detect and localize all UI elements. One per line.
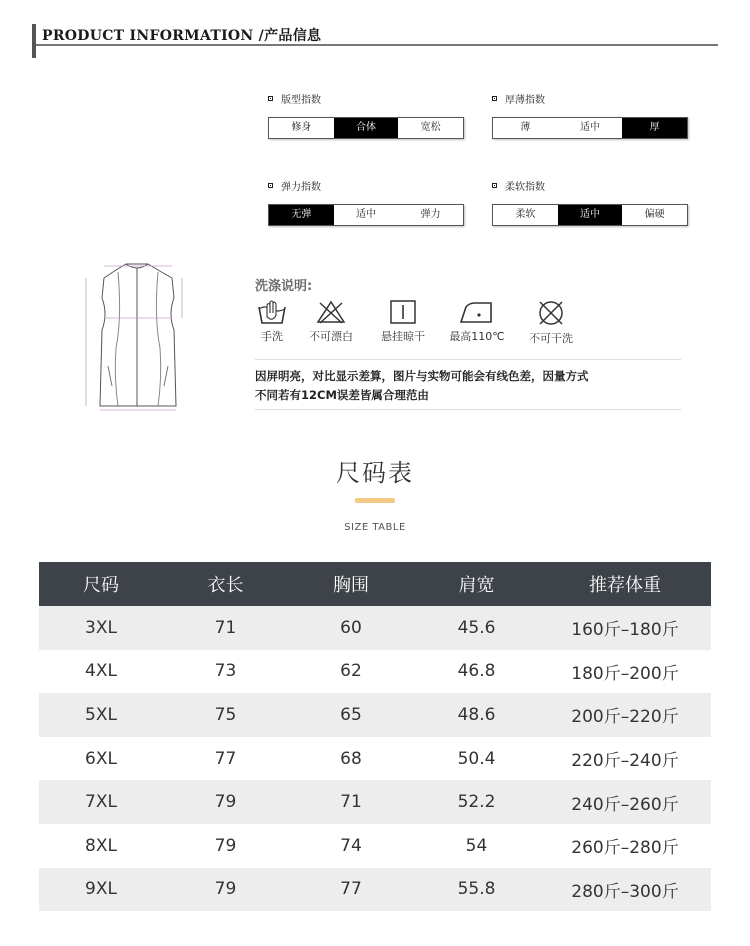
table-cell: 71: [163, 606, 288, 650]
table-cell: 52.2: [414, 780, 539, 824]
table-cell: 79: [163, 780, 288, 824]
fit-index: [268, 91, 464, 139]
table-cell: 8XL: [39, 824, 163, 868]
elasticity-index: [268, 178, 464, 226]
hang-dry: [375, 299, 431, 344]
bullet-icon: [492, 183, 497, 188]
table-cell: 280斤–300斤: [539, 868, 711, 912]
elasticity-index-title: 弹力指数: [281, 181, 321, 193]
hand-wash-label: 手洗: [261, 330, 283, 343]
table-row: [39, 780, 711, 824]
hang-dry-label: 悬挂晾干: [381, 330, 425, 343]
care-title: 洗涤说明:: [255, 279, 313, 294]
size-table-subtitle: SIZE TABLE: [344, 522, 406, 533]
table-cell: 200斤–220斤: [539, 693, 711, 737]
table-row: [39, 693, 711, 737]
fit-index-title: 版型指数: [281, 94, 321, 106]
no-dry-clean-label: 不可干洗: [529, 332, 573, 345]
thickness-option-selected: 厚: [622, 118, 687, 138]
table-cell: 79: [163, 824, 288, 868]
table-header-row: [39, 562, 711, 606]
fit-option-selected: 合体: [334, 118, 399, 138]
softness-index-scale: [492, 204, 688, 226]
table-cell: 45.6: [414, 606, 539, 650]
table-cell: 240斤–260斤: [539, 780, 711, 824]
table-cell: 260斤–280斤: [539, 824, 711, 868]
divider: [255, 409, 681, 410]
fit-option: 宽松: [420, 122, 441, 133]
color-disclaimer: [255, 367, 681, 405]
hand-wash: [255, 299, 289, 344]
table-cell: 55.8: [414, 868, 539, 912]
table-cell: 75: [163, 693, 288, 737]
disclaimer-line-2: 不同若有12CM误差皆属合理范由: [255, 388, 429, 402]
table-cell: 4XL: [39, 650, 163, 694]
iron-temp-label: 最高110℃: [449, 330, 505, 343]
hand-wash-icon: [257, 299, 287, 325]
table-cell: 73: [163, 650, 288, 694]
thickness-index-scale: [492, 117, 688, 139]
care-icons-row: [255, 299, 675, 351]
table-row: [39, 737, 711, 781]
column-header: 肩宽: [414, 562, 539, 606]
header-accent-bar: [32, 24, 36, 58]
table-cell: 160斤–180斤: [539, 606, 711, 650]
thickness-option: 薄: [520, 122, 531, 133]
section-title: PRODUCT INFORMATION /产品信息: [42, 28, 322, 44]
table-cell: 65: [288, 693, 414, 737]
elasticity-index-scale: [268, 204, 464, 226]
table-cell: 3XL: [39, 606, 163, 650]
softness-index-title: 柔软指数: [505, 181, 545, 193]
elasticity-option: 适中: [356, 209, 376, 220]
title-accent-bar: [355, 498, 395, 503]
table-cell: 62: [288, 650, 414, 694]
table-cell: 50.4: [414, 737, 539, 781]
table-cell: 220斤–240斤: [539, 737, 711, 781]
table-cell: 77: [288, 868, 414, 912]
table-row: [39, 824, 711, 868]
table-cell: 6XL: [39, 737, 163, 781]
softness-option: 偏硬: [644, 209, 665, 220]
vest-measurement-sketch: [78, 258, 198, 418]
hang-dry-icon: [388, 299, 418, 325]
table-cell: 54: [414, 824, 539, 868]
table-cell: 180斤–200斤: [539, 650, 711, 694]
column-header: 推荐体重: [539, 562, 711, 606]
bullet-icon: [492, 96, 497, 101]
table-row: [39, 650, 711, 694]
size-table-title: 尺码表: [336, 459, 414, 487]
iron-110-icon: [457, 299, 497, 325]
column-header: 衣长: [163, 562, 288, 606]
table-cell: 7XL: [39, 780, 163, 824]
table-cell: 48.6: [414, 693, 539, 737]
softness-index: [492, 178, 688, 226]
table-cell: 77: [163, 737, 288, 781]
no-dry-clean-icon: [536, 299, 566, 327]
bullet-icon: [268, 183, 273, 188]
softness-option: 柔软: [515, 209, 536, 220]
table-row: [39, 868, 711, 912]
no-bleach-icon: [316, 299, 346, 325]
care-instructions: [255, 275, 681, 402]
no-dry-clean: [523, 299, 579, 346]
fit-option: 修身: [291, 122, 312, 133]
table-cell: 74: [288, 824, 414, 868]
divider: [255, 359, 681, 360]
no-bleach: [305, 299, 357, 344]
thickness-option: 适中: [580, 122, 600, 133]
table-cell: 71: [288, 780, 414, 824]
softness-option-selected: 适中: [558, 205, 623, 225]
fit-index-scale: [268, 117, 464, 139]
thickness-index: [492, 91, 688, 139]
no-bleach-label: 不可漂白: [309, 330, 353, 343]
disclaimer-line-1: 因屏明亮，对比显示差算，图片与实物可能会有线色差，因量方式: [255, 369, 589, 383]
table-cell: 5XL: [39, 693, 163, 737]
table-cell: 68: [288, 737, 414, 781]
elasticity-option: 弹力: [420, 209, 441, 220]
column-header: 尺码: [39, 562, 163, 606]
size-table: [39, 562, 711, 911]
table-cell: 79: [163, 868, 288, 912]
column-header: 胸围: [288, 562, 414, 606]
iron-temp: [444, 299, 510, 344]
section-header: [32, 22, 718, 58]
table-cell: 46.8: [414, 650, 539, 694]
thickness-index-title: 厚薄指数: [505, 94, 545, 106]
table-row: [39, 606, 711, 650]
elasticity-option-selected: 无弹: [269, 205, 334, 225]
table-cell: 9XL: [39, 868, 163, 912]
bullet-icon: [268, 96, 273, 101]
table-cell: 60: [288, 606, 414, 650]
vest-outline-icon: [78, 258, 198, 418]
